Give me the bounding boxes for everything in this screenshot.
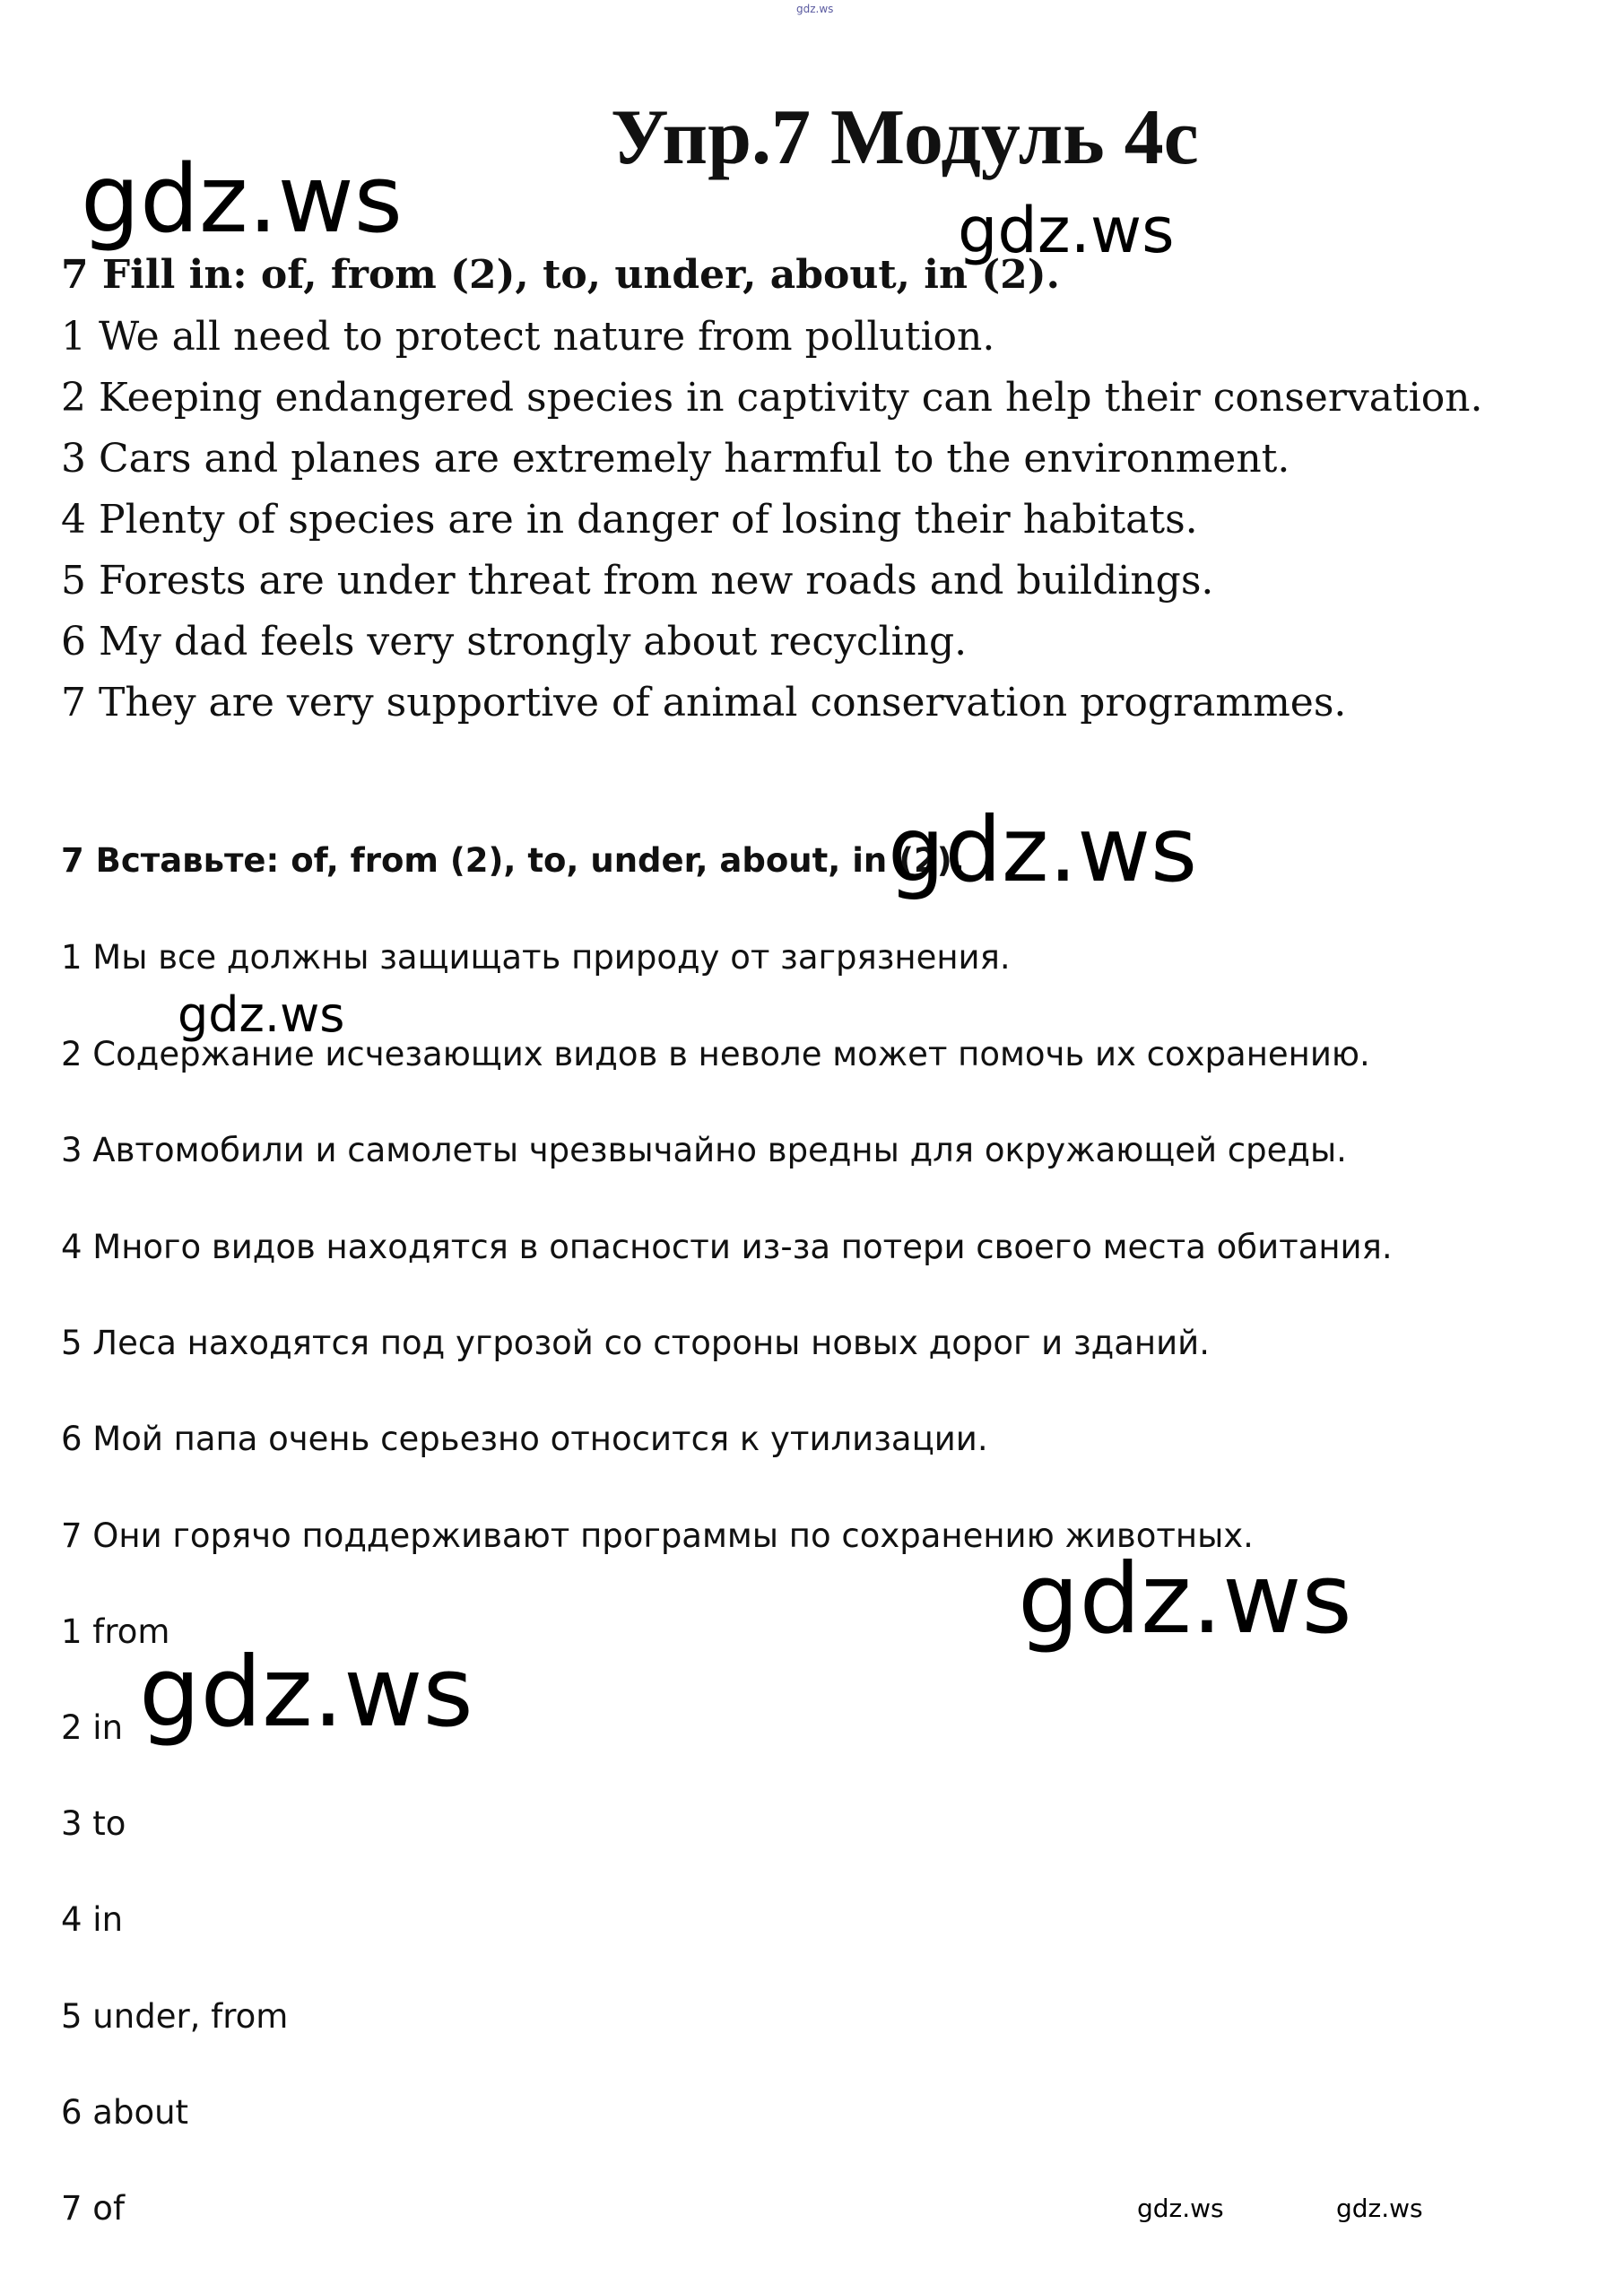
sentence-ru: 2 Содержание исчезающих видов в неволе может помочь их сохранению.: [61, 1035, 1370, 1073]
exercise-heading-en: 7 Fill in: of, from (2), to, under, about, in (2).: [61, 252, 1060, 298]
watermark: gdz.ws: [1137, 2194, 1224, 2223]
answer-item: 7 of: [61, 2189, 125, 2228]
sentence-en: 2 Keeping endangered species in captivity can help their conservation.: [61, 375, 1483, 421]
watermark: gdz.ws: [958, 194, 1175, 267]
page-title: Упр.7 Модуль 4c: [611, 94, 1199, 181]
sentence-ru: 5 Леса находятся под угрозой со стороны новых дорог и зданий.: [61, 1324, 1210, 1362]
sentence-ru: 6 Мой папа очень серьезно относится к утилизации.: [61, 1420, 988, 1458]
sentence-ru: 4 Много видов находятся в опасности из-за потери своего места обитания.: [61, 1228, 1393, 1266]
watermark: gdz.ws: [178, 986, 345, 1043]
sentence-ru: 7 Они горячо поддерживают программы по сохранению животных.: [61, 1516, 1254, 1555]
sentence-ru: 3 Автомобили и самолеты чрезвычайно вредны для окружающей среды.: [61, 1131, 1347, 1169]
sentence-en: 5 Forests are under threat from new roads and buildings.: [61, 558, 1214, 604]
answer-item: 4 in: [61, 1900, 124, 1939]
watermark: gdz.ws: [888, 797, 1198, 902]
answer-item: 3 to: [61, 1804, 126, 1843]
answer-item: 6 about: [61, 2093, 189, 2132]
header-watermark: gdz.ws: [796, 3, 834, 15]
sentence-en: 1 We all need to protect nature from pollution.: [61, 314, 995, 360]
sentence-ru: 1 Мы все должны защищать природу от загрязнения.: [61, 938, 1011, 977]
watermark: gdz.ws: [1018, 1543, 1352, 1655]
exercise-heading-ru: 7 Вставьте: of, from (2), to, under, about, in (2).: [61, 841, 965, 880]
sentence-en: 7 They are very supportive of animal conservation programmes.: [61, 680, 1347, 725]
sentence-en: 4 Plenty of species are in danger of losing their habitats.: [61, 497, 1198, 543]
sentence-en: 3 Cars and planes are extremely harmful to the environment.: [61, 436, 1290, 482]
answer-item: 1 from: [61, 1612, 170, 1651]
watermark: gdz.ws: [81, 144, 403, 254]
answer-item: 2 in: [61, 1708, 124, 1747]
answer-item: 5 under, from: [61, 1997, 289, 2036]
watermark: gdz.ws: [1336, 2194, 1423, 2223]
sentence-en: 6 My dad feels very strongly about recycling.: [61, 619, 968, 665]
watermark: gdz.ws: [139, 1637, 473, 1749]
